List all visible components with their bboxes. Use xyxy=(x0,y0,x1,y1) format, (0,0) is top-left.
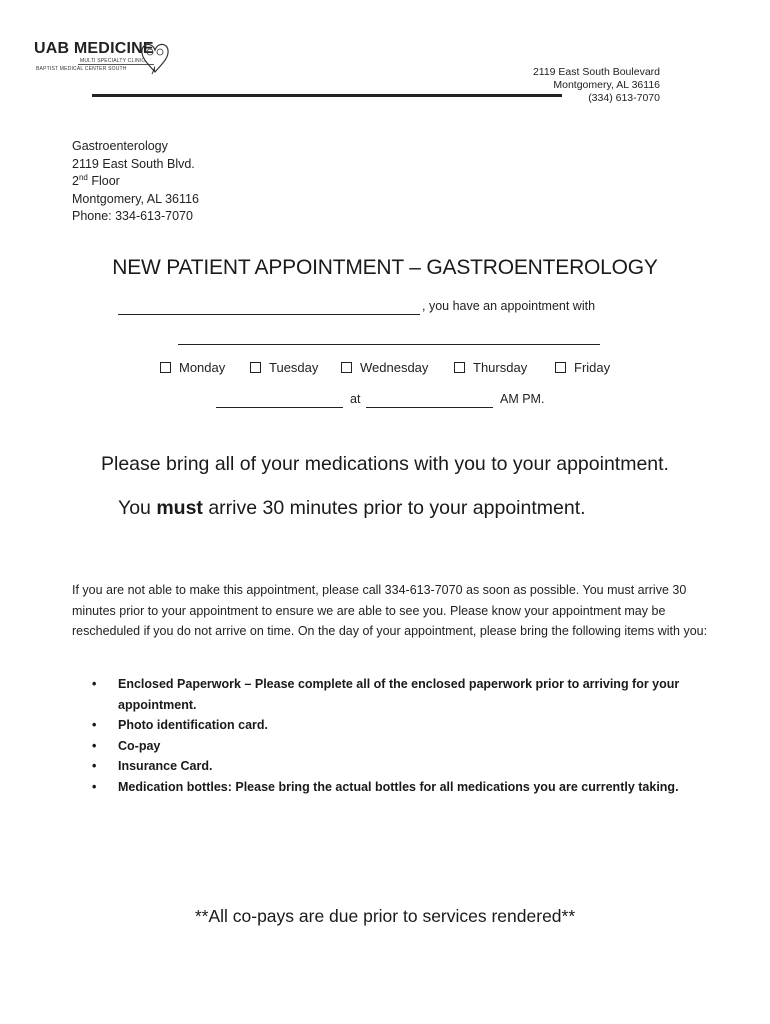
am-pm-label: AM PM. xyxy=(500,392,545,406)
header-address-phone: (334) 613-7070 xyxy=(588,92,660,104)
day-option-tuesday[interactable]: Tuesday xyxy=(250,360,318,375)
list-item: • Co-pay xyxy=(90,736,690,757)
appointment-with-text: , you have an appointment with xyxy=(422,299,596,313)
bullet-icon: • xyxy=(92,759,97,773)
logo-subtitle-1: MULTI SPECIALTY CLINIC xyxy=(80,58,146,64)
list-item: • Medication bottles: Please bring the actual bottles for all medications you are currently taking. xyxy=(90,777,690,798)
logo-subtitle-2: BAPTIST MEDICAL CENTER SOUTH xyxy=(36,66,127,72)
heart-ribbon-icon xyxy=(138,38,172,76)
day-option-monday[interactable]: Monday xyxy=(160,360,225,375)
arrival-notice: You must arrive 30 minutes prior to your appointment. xyxy=(118,497,586,519)
page-title: NEW PATIENT APPOINTMENT – GASTROENTEROLOGY xyxy=(112,256,658,279)
checkbox-icon[interactable] xyxy=(250,362,261,373)
header-address-city: Montgomery, AL 36116 xyxy=(553,79,660,91)
list-item: • Photo identification card. xyxy=(90,715,690,736)
items-to-bring-list xyxy=(90,674,690,797)
clinic-department: Gastroenterology xyxy=(72,139,168,153)
copay-notice: **All co-pays are due prior to services rendered** xyxy=(194,906,576,926)
header-address-street: 2119 East South Boulevard xyxy=(532,66,660,78)
provider-name-field[interactable] xyxy=(178,344,600,345)
checkbox-icon[interactable] xyxy=(555,362,566,373)
checkbox-icon[interactable] xyxy=(454,362,465,373)
medications-notice: Please bring all of your medications with you to your appointment. xyxy=(101,453,669,475)
bullet-icon: • xyxy=(92,677,97,691)
clinic-phone: Phone: 334-613-7070 xyxy=(72,209,193,223)
clinic-floor: 2nd Floor xyxy=(72,172,120,188)
bullet-icon: • xyxy=(92,738,97,753)
appointment-time-field[interactable] xyxy=(366,407,493,408)
header-address xyxy=(533,66,660,105)
appointment-date-field[interactable] xyxy=(216,407,343,408)
checkbox-icon[interactable] xyxy=(341,362,352,373)
patient-name-field[interactable] xyxy=(118,314,420,315)
day-option-thursday[interactable]: Thursday xyxy=(454,360,527,375)
bullet-icon: • xyxy=(92,718,97,732)
list-item: • Enclosed Paperwork – Please complete all of the enclosed paperwork prior to arriving for your appointment. xyxy=(90,674,690,715)
instructions-paragraph: If you are not able to make this appointment, please call 334-613-7070 as soon as possible. You must arrive 30 minutes prior to your appointment to ensure we are able to see you. Please know your appointment may be rescheduled if you do not arrive on time. On the day of your appointment, please bring the following items with you: xyxy=(72,583,708,638)
uab-medicine-logo xyxy=(34,40,169,80)
clinic-street: 2119 East South Blvd. xyxy=(72,156,195,171)
bullet-icon: • xyxy=(92,779,97,794)
logo-wordmark: UAB MEDICINE xyxy=(34,40,154,57)
header-rule xyxy=(92,94,562,97)
clinic-address xyxy=(72,138,199,226)
day-option-wednesday[interactable]: Wednesday xyxy=(341,360,428,375)
clinic-city: Montgomery, AL 36116 xyxy=(72,191,199,206)
at-label: at xyxy=(350,392,361,406)
list-item: • Insurance Card. xyxy=(90,756,690,777)
checkbox-icon[interactable] xyxy=(160,362,171,373)
day-option-friday[interactable]: Friday xyxy=(555,360,610,375)
